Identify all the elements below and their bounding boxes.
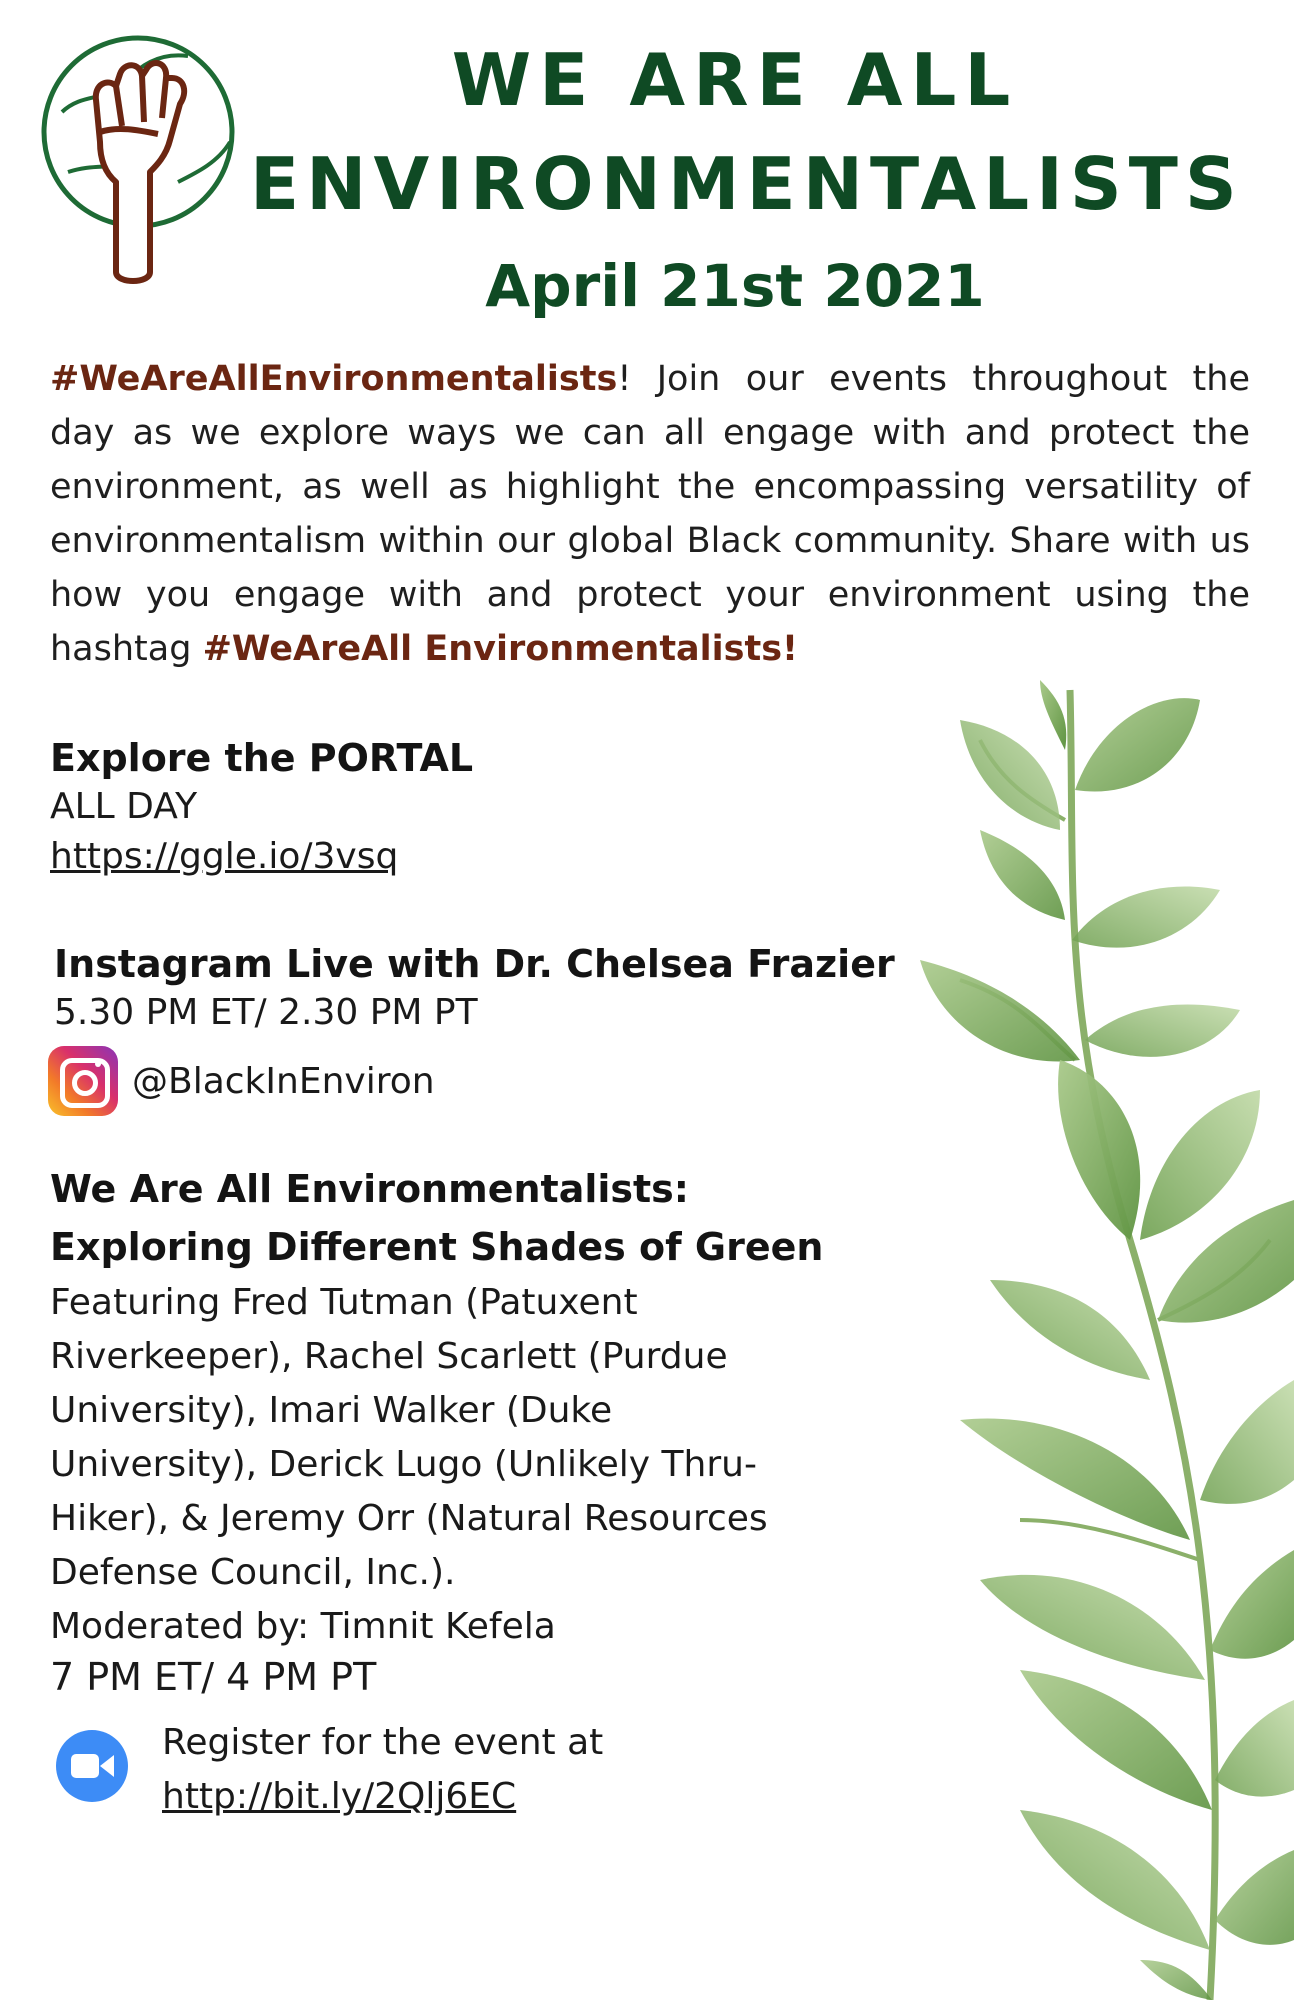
instagram-icon xyxy=(48,1046,118,1116)
portal-heading: Explore the PORTAL xyxy=(50,736,474,780)
instagram-handle-row[interactable] xyxy=(48,1046,435,1116)
register-row xyxy=(56,1716,603,1824)
panel-line: Riverkeeper), Rachel Scarlett (Purdue xyxy=(50,1336,728,1377)
green-leaf-branch-icon xyxy=(900,680,1294,2000)
panel-time: 7 PM ET/ 4 PM PT xyxy=(50,1655,377,1699)
instagram-heading: Instagram Live with Dr. Chelsea Frazier xyxy=(54,942,895,986)
instagram-time: 5.30 PM ET/ 2.30 PM PT xyxy=(54,992,478,1033)
title-line-2: ENVIRONMENTALISTS xyxy=(250,142,1244,226)
zoom-icon xyxy=(56,1730,128,1802)
portal-time: ALL DAY xyxy=(50,786,198,827)
panel-line: University), Imari Walker (Duke xyxy=(50,1390,613,1431)
panel-line: Hiker), & Jeremy Orr (Natural Resources xyxy=(50,1498,768,1539)
panel-section xyxy=(50,1160,850,1654)
hashtag-end: #WeAreAll Environmentalists! xyxy=(202,629,799,669)
instagram-section xyxy=(54,940,895,1038)
register-link[interactable]: http://bit.ly/2Qlj6EC xyxy=(162,1776,517,1817)
panel-moderator: Moderated by: Timnit Kefela xyxy=(50,1606,556,1647)
instagram-handle[interactable]: @BlackInEnviron xyxy=(132,1060,435,1102)
portal-link[interactable]: https://ggle.io/3vsq xyxy=(50,836,399,877)
panel-line: University), Derick Lugo (Unlikely Thru- xyxy=(50,1444,757,1485)
panel-line: Featuring Fred Tutman (Patuxent xyxy=(50,1282,638,1323)
panel-line: Defense Council, Inc.). xyxy=(50,1552,456,1593)
hashtag-start: #WeAreAllEnvironmentalists xyxy=(50,359,618,399)
event-date: April 21st 2021 xyxy=(485,252,985,320)
portal-section xyxy=(50,734,473,882)
intro-body: ! Join our events throughout the day as we explore ways we can all engage with and protect the environment, as well as highlight the encompassing versatility of environmentalism within our global Black community. Share with us how you engage with and protect your environment using the hashtag xyxy=(50,359,1250,669)
register-text: Register for the event at xyxy=(162,1722,604,1763)
raised-fist-globe-icon xyxy=(38,22,238,292)
intro-paragraph xyxy=(50,352,1250,676)
panel-heading-line-1: We Are All Environmentalists: xyxy=(50,1167,689,1211)
panel-heading-line-2: Exploring Different Shades of Green xyxy=(50,1225,824,1269)
title-line-1: WE ARE ALL xyxy=(451,38,1019,122)
